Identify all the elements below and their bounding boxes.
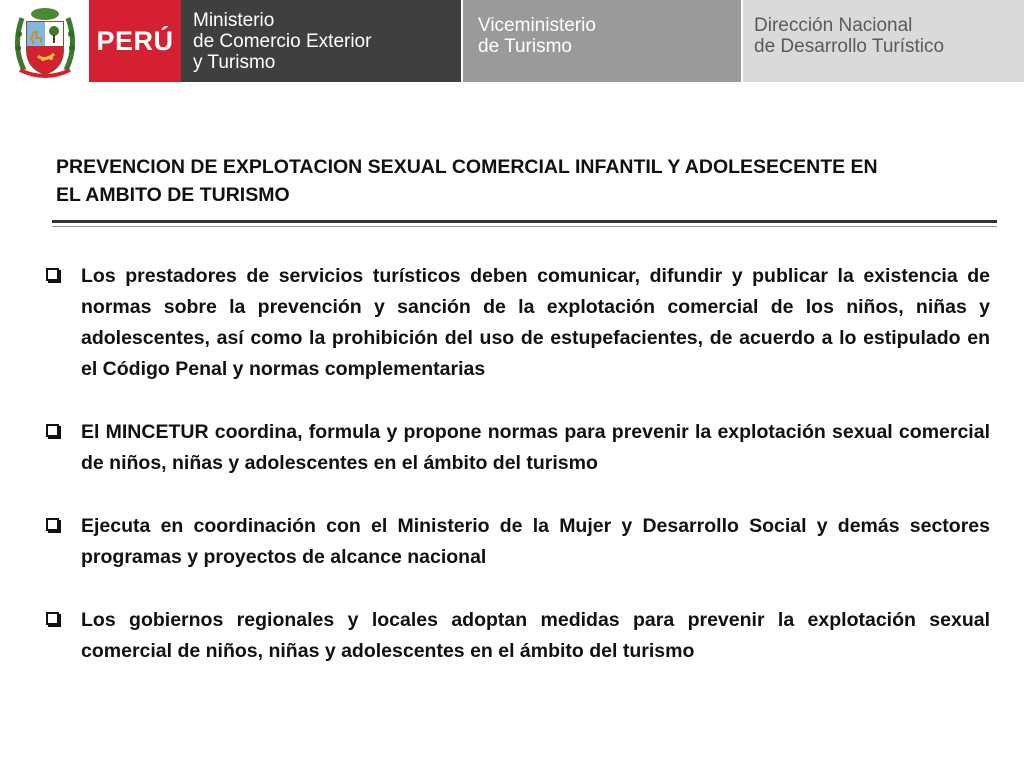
bullet-item (46, 417, 990, 479)
viceministry-line: Viceministerio (478, 15, 596, 36)
checkbox-bullet-icon (46, 268, 59, 281)
ministry-block (181, 0, 461, 82)
title-divider-thin (52, 226, 997, 227)
bullet-text: Los gobiernos regionales y locales adoptan medidas para prevenir la explotación sexual comercial de niños, niñas y adolescentes en el ámbito del turismo (81, 609, 990, 662)
bullet-item (46, 261, 990, 385)
title-divider (52, 220, 997, 223)
directorate-line: Dirección Nacional (754, 15, 913, 36)
bullet-list (46, 261, 990, 667)
country-label: PERÚ (96, 25, 174, 56)
bullet-item (46, 511, 990, 573)
directorate-line: de Desarrollo Turístico (754, 36, 945, 57)
directorate-block (743, 0, 1024, 82)
checkbox-bullet-icon (46, 424, 59, 437)
bullet-text: Los prestadores de servicios turísticos deben comunicar, difundir y publicar la existencia de normas sobre la prevención y sanción de la explotación comercial de los niños, niñas y adolescentes, así como la prohibición del uso de estupefacientes, de acuerdo a lo estipulado en el Código Penal y normas complementarias (81, 265, 990, 380)
peru-coat-of-arms-icon (10, 4, 80, 80)
viceministry-line: de Turismo (478, 36, 572, 57)
bullet-text: El MINCETUR coordina, formula y propone normas para prevenir la explotación sexual comercial de niños, niñas y adolescentes en el ámbito del turismo (81, 421, 990, 474)
ministry-line: de Comercio Exterior (193, 31, 372, 52)
header-banner (0, 0, 1024, 86)
peru-country-block (89, 0, 181, 82)
ministry-line: y Turismo (193, 52, 276, 73)
ministry-line: Ministerio (193, 10, 275, 31)
viceministry-block (463, 0, 741, 82)
checkbox-bullet-icon (46, 612, 59, 625)
slide-title-line: EL AMBITO DE TURISMO (56, 184, 290, 206)
bullet-text: Ejecuta en coordinación con el Ministerio de la Mujer y Desarrollo Social y demás sectores programas y proyectos de alcance nacional (81, 515, 990, 568)
slide-title (56, 153, 976, 209)
checkbox-bullet-icon (46, 518, 59, 531)
bullet-item (46, 605, 990, 667)
slide-title-line: PREVENCION DE EXPLOTACION SEXUAL COMERCIAL INFANTIL Y ADOLESECENTE EN (56, 156, 878, 178)
